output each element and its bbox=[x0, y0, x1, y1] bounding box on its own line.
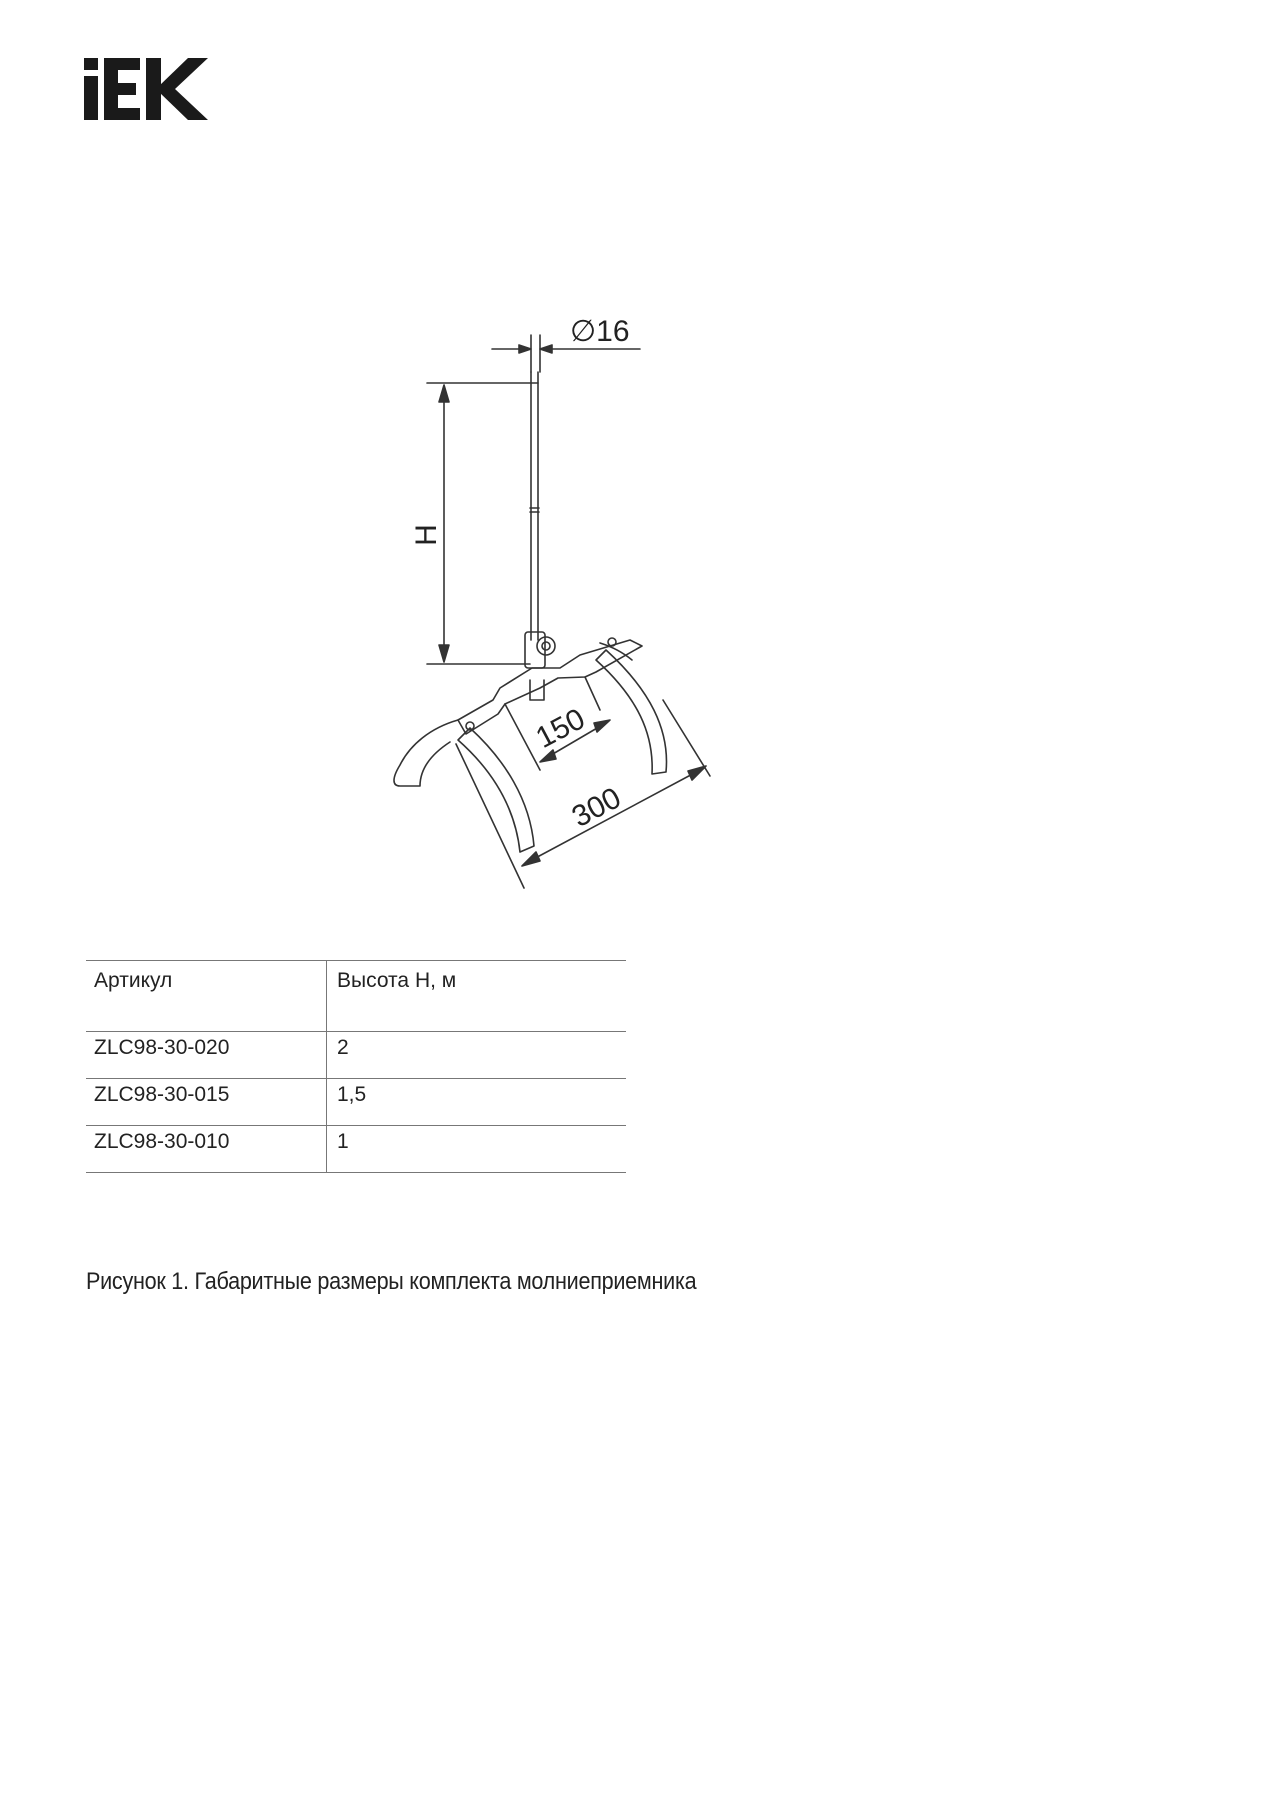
spec-table bbox=[86, 960, 626, 1173]
cell-article: ZLC98-30-010 bbox=[86, 1126, 327, 1173]
height-arrow-bottom bbox=[439, 645, 449, 662]
cell-height: 1,5 bbox=[327, 1079, 627, 1126]
saddle-left-hook bbox=[394, 720, 458, 786]
cell-article: ZLC98-30-020 bbox=[86, 1032, 327, 1079]
dim-150-ext-right bbox=[585, 677, 600, 710]
saddle-right bbox=[596, 650, 667, 774]
dim-300-ext-left bbox=[456, 744, 524, 888]
figure-caption: Рисунок 1. Габаритные размеры комплекта молниеприемника bbox=[86, 1268, 697, 1295]
dim-150-label: 150 bbox=[530, 702, 591, 755]
table-header-row bbox=[86, 961, 626, 1032]
cell-height: 1 bbox=[327, 1126, 627, 1173]
header-height: Высота H, м bbox=[327, 961, 627, 1032]
height-arrow-top bbox=[439, 385, 449, 402]
dim-150-ext-left bbox=[505, 704, 540, 770]
cell-height: 2 bbox=[327, 1032, 627, 1079]
diameter-arrow-left bbox=[519, 345, 531, 353]
dim-300-ext-right bbox=[663, 700, 710, 776]
header-article: Артикул bbox=[86, 961, 327, 1032]
cell-article: ZLC98-30-015 bbox=[86, 1079, 327, 1126]
diameter-label: ∅16 bbox=[570, 315, 630, 348]
iek-logo bbox=[84, 58, 210, 120]
table-row bbox=[86, 1079, 626, 1126]
saddle-left bbox=[458, 728, 534, 852]
diameter-arrow-right bbox=[540, 345, 552, 353]
lightning-rod-drawing bbox=[370, 310, 730, 900]
table-row bbox=[86, 1126, 626, 1173]
height-label: H bbox=[410, 524, 443, 546]
dim-300-label: 300 bbox=[566, 781, 627, 834]
clamp-bolt bbox=[537, 637, 555, 655]
table-row bbox=[86, 1032, 626, 1079]
